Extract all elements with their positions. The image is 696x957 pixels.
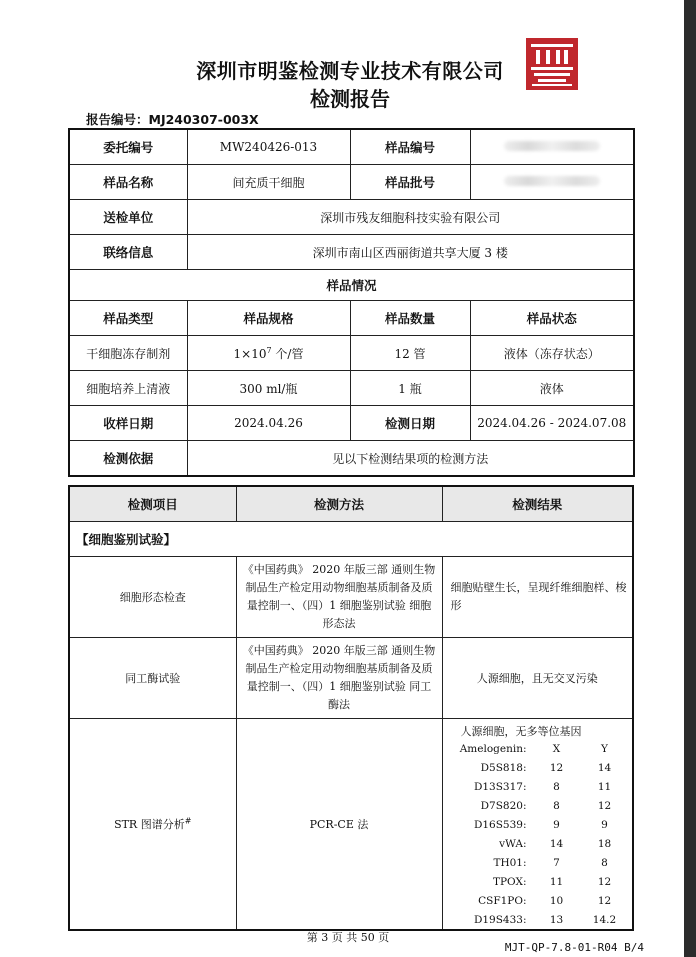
str-allele-2: 18 xyxy=(597,837,612,850)
str-locus-name: TH01: xyxy=(493,856,527,869)
page-number: 第 3 页 共 50 页 xyxy=(306,931,390,944)
col-sample-state: 样品状态 xyxy=(470,301,634,336)
str-locus-row xyxy=(457,910,629,929)
sample-type: 干细胞冻存制剂 xyxy=(69,336,187,371)
str-locus-row xyxy=(457,796,629,815)
str-locus-name: D5S818: xyxy=(480,761,527,774)
test-date-label: 检测日期 xyxy=(350,406,470,441)
report-number: 报告编号：MJ240307-003X xyxy=(86,112,259,127)
table-row xyxy=(69,336,634,371)
str-locus-name: D13S317: xyxy=(473,780,527,793)
str-locus-row xyxy=(457,815,629,834)
str-allele-2: 8 xyxy=(601,856,608,869)
batch-no-value xyxy=(470,165,634,200)
sample-type: 细胞培养上清液 xyxy=(69,371,187,406)
str-locus-name: D7S820: xyxy=(480,799,527,812)
contact-label: 联络信息 xyxy=(69,235,187,270)
report-header xyxy=(0,0,696,110)
col-test-method: 检测方法 xyxy=(236,486,442,522)
table-row xyxy=(69,129,634,165)
str-allele-1: 11 xyxy=(549,875,564,888)
col-test-item: 检测项目 xyxy=(69,486,236,522)
col-sample-type: 样品类型 xyxy=(69,301,187,336)
str-locus-row xyxy=(457,777,629,796)
str-result-cell xyxy=(442,719,633,931)
sample-qty: 12 管 xyxy=(350,336,470,371)
sample-situation-heading: 样品情况 xyxy=(69,270,634,301)
redacted-blur xyxy=(504,141,600,151)
sample-spec: $1\times 10^7$ 个/管 xyxy=(187,336,350,371)
sample-qty: 1 瓶 xyxy=(350,371,470,406)
test-method: 《中国药典》 2020 年版三部 通则生物制品生产检定用动物细胞基质制备及质量控制一、（四）1 细胞鉴别试验 同工酶法 xyxy=(236,638,442,719)
client-no-value: MW240426-013 xyxy=(187,129,350,165)
str-locus-row xyxy=(457,758,629,777)
document-code: MJT-QP-7.8-01-R04 B/4 xyxy=(504,941,644,954)
submitting-unit-label: 送检单位 xyxy=(69,200,187,235)
str-locus-name: CSF1PO: xyxy=(478,894,527,907)
table-header-row xyxy=(69,486,633,522)
str-allele-2: 9 xyxy=(601,818,608,831)
test-results-table xyxy=(68,485,634,931)
col-sample-qty: 样品数量 xyxy=(350,301,470,336)
company-name: 深圳市明鉴检测专业技术有限公司 xyxy=(196,59,504,83)
sample-no-value xyxy=(470,129,634,165)
str-allele-1: 13 xyxy=(549,913,564,926)
str-locus-row xyxy=(457,853,629,872)
table-row xyxy=(69,441,634,477)
table-row xyxy=(69,638,633,719)
str-allele-1: 7 xyxy=(553,856,560,869)
test-date-value: 2024.04.26 - 2024.07.08 xyxy=(470,406,634,441)
test-result: 细胞贴壁生长，呈现纤维细胞样、梭形 xyxy=(442,557,633,638)
str-allele-2: 14.2 xyxy=(592,913,617,926)
test-item-name: STR 图谱分析# xyxy=(69,719,236,931)
table-row xyxy=(69,301,634,336)
str-allele-1: 8 xyxy=(553,799,560,812)
section-title: 【细胞鉴别试验】 xyxy=(69,522,633,557)
str-allele-1: X xyxy=(552,742,561,755)
contact-value: 深圳市南山区西丽街道共享大厦 3 楼 xyxy=(187,235,634,270)
str-locus-row xyxy=(457,872,629,891)
sample-state: 液体 xyxy=(470,371,634,406)
test-result: 人源细胞，且无交叉污染 xyxy=(442,638,633,719)
str-locus-name: D16S539: xyxy=(473,818,527,831)
test-item-name: 细胞形态检查 xyxy=(69,557,236,638)
submitting-unit-value: 深圳市残友细胞科技实验有限公司 xyxy=(187,200,634,235)
str-allele-1: 8 xyxy=(553,780,560,793)
str-locus-name: TPOX: xyxy=(492,875,527,888)
table-row xyxy=(69,371,634,406)
redacted-blur xyxy=(504,176,600,186)
table-row xyxy=(69,406,634,441)
company-seal-logo xyxy=(526,38,578,90)
str-locus-row xyxy=(457,834,629,853)
table-row xyxy=(69,719,633,931)
test-method: 《中国药典》 2020 年版三部 通则生物制品生产检定用动物细胞基质制备及质量控制一、（四）1 细胞鉴别试验 细胞形态法 xyxy=(236,557,442,638)
sample-name-value: 间充质干细胞 xyxy=(187,165,350,200)
str-locus-name: D19S433: xyxy=(473,913,527,926)
test-basis-label: 检测依据 xyxy=(69,441,187,477)
receive-date-label: 收样日期 xyxy=(69,406,187,441)
str-allele-1: 12 xyxy=(549,761,564,774)
str-allele-2: 12 xyxy=(597,799,612,812)
test-method: PCR-CE 法 xyxy=(236,719,442,931)
str-locus-row xyxy=(457,891,629,910)
sample-name-label: 样品名称 xyxy=(69,165,187,200)
col-test-result: 检测结果 xyxy=(442,486,633,522)
sample-state: 液体（冻存状态） xyxy=(470,336,634,371)
sample-spec: 300 ml/瓶 xyxy=(187,371,350,406)
test-basis-value: 见以下检测结果项的检测方法 xyxy=(187,441,634,477)
receive-date-value: 2024.04.26 xyxy=(187,406,350,441)
table-row xyxy=(69,235,634,270)
str-result-intro: 人源细胞，无多等位基因 xyxy=(460,725,582,738)
report-title: 检测报告 xyxy=(310,87,390,111)
batch-no-label: 样品批号 xyxy=(350,165,470,200)
str-loci-table xyxy=(457,739,629,929)
viewer-edge xyxy=(684,0,696,957)
str-allele-2: 14 xyxy=(597,761,612,774)
str-allele-1: 10 xyxy=(549,894,564,907)
str-locus-name: Amelogenin: xyxy=(459,742,527,755)
str-allele-1: 9 xyxy=(553,818,560,831)
client-no-label: 委托编号 xyxy=(69,129,187,165)
str-locus-row xyxy=(457,739,629,758)
table-row xyxy=(69,270,634,301)
str-allele-2: Y xyxy=(601,742,608,755)
col-sample-spec: 样品规格 xyxy=(187,301,350,336)
table-row xyxy=(69,165,634,200)
str-allele-2: 12 xyxy=(597,894,612,907)
table-row xyxy=(69,200,634,235)
test-item-name: 同工酶试验 xyxy=(69,638,236,719)
table-row xyxy=(69,522,633,557)
str-locus-name: vWA: xyxy=(499,837,527,850)
str-allele-2: 11 xyxy=(597,780,612,793)
sample-no-label: 样品编号 xyxy=(350,129,470,165)
table-row xyxy=(69,557,633,638)
str-allele-2: 12 xyxy=(597,875,612,888)
sample-info-table xyxy=(68,128,635,477)
str-allele-1: 14 xyxy=(549,837,564,850)
